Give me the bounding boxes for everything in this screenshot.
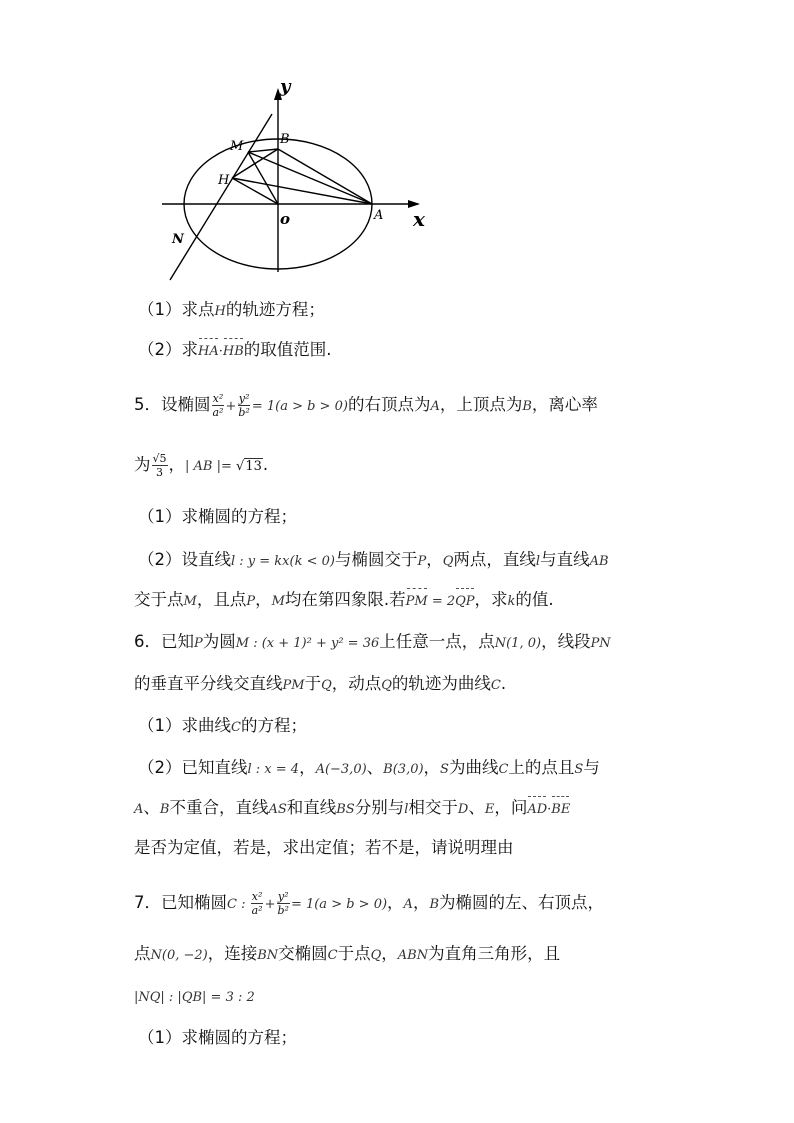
q6-line1: 6．已知P为圆M : (x + 1)² + y² = 36上任意一点，点N(1, 0)，线段PN bbox=[134, 632, 611, 651]
label-a: A bbox=[374, 208, 384, 223]
segment-ma bbox=[248, 152, 372, 204]
q6-part1: （1）求曲线C的方程； bbox=[138, 716, 307, 735]
q7-line3: |NQ| : |QB| = 3 : 2 bbox=[134, 990, 255, 1005]
q5-part2: （2）设直线l : y = kx(k < 0)与椭圆交于P，Q两点，直线l与直线AB bbox=[138, 550, 609, 569]
q6-part2: （2）已知直线l : x = 4，A(−3,0)、B(3,0)，S为曲线C上的点且S与 bbox=[138, 758, 600, 777]
q6-line2: 的垂直平分线交直线PM于Q，动点Q的轨迹为曲线C. bbox=[134, 674, 507, 693]
q4-part2: （2）求HA·HB的取值范围. bbox=[138, 338, 332, 364]
label-h: H bbox=[218, 173, 230, 188]
q6-line5: A、B不重合，直线AS和直线BS分别与l相交于D、E，问AD·BE bbox=[134, 796, 570, 822]
q7-line1: 7．已知椭圆C : $\frac{\text{x²}}{\text{a²}}$ + $\frac{\text{y²}}{\text{b²}}$ = 1(a > b > 0)，A，B为椭圆的左、右顶点， bbox=[134, 890, 604, 917]
q6-line6: 是否为定值，若是，求出定值；若不是，请说明理由 bbox=[134, 838, 514, 857]
label-b: B bbox=[280, 132, 290, 147]
label-n: N bbox=[172, 232, 184, 247]
label-x: x bbox=[413, 207, 425, 231]
q5-line7: 交于点M，且点P，M均在第四象限.若PM = 2QP，求k的值. bbox=[134, 588, 554, 614]
q5-line2: 为 $\frac{√5}{3}$ ，| AB |= √13. bbox=[134, 452, 269, 479]
label-y: y bbox=[280, 76, 291, 97]
q7-part1: （1）求椭圆的方程； bbox=[138, 1028, 297, 1047]
q4-part1: （1）求点H的轨迹方程； bbox=[138, 300, 325, 319]
ellipse-figure bbox=[150, 70, 440, 285]
label-m: M bbox=[230, 139, 244, 154]
ellipse-diagram bbox=[150, 70, 440, 285]
q5-part1: （1）求椭圆的方程； bbox=[138, 507, 297, 526]
q5-line1: 5．设椭圆 $\frac{\text{x²}}{\text{a²}}$ + $\frac{\text{y²}}{\text{b²}}$ = 1(a > b > 0)的右顶点为A，上顶点为B，离心率 bbox=[134, 392, 598, 419]
label-o: o bbox=[280, 210, 291, 228]
q7-line2: 点N(0, −2)，连接BN交椭圆C于点Q，ABN为直角三角形，且 bbox=[134, 944, 561, 963]
